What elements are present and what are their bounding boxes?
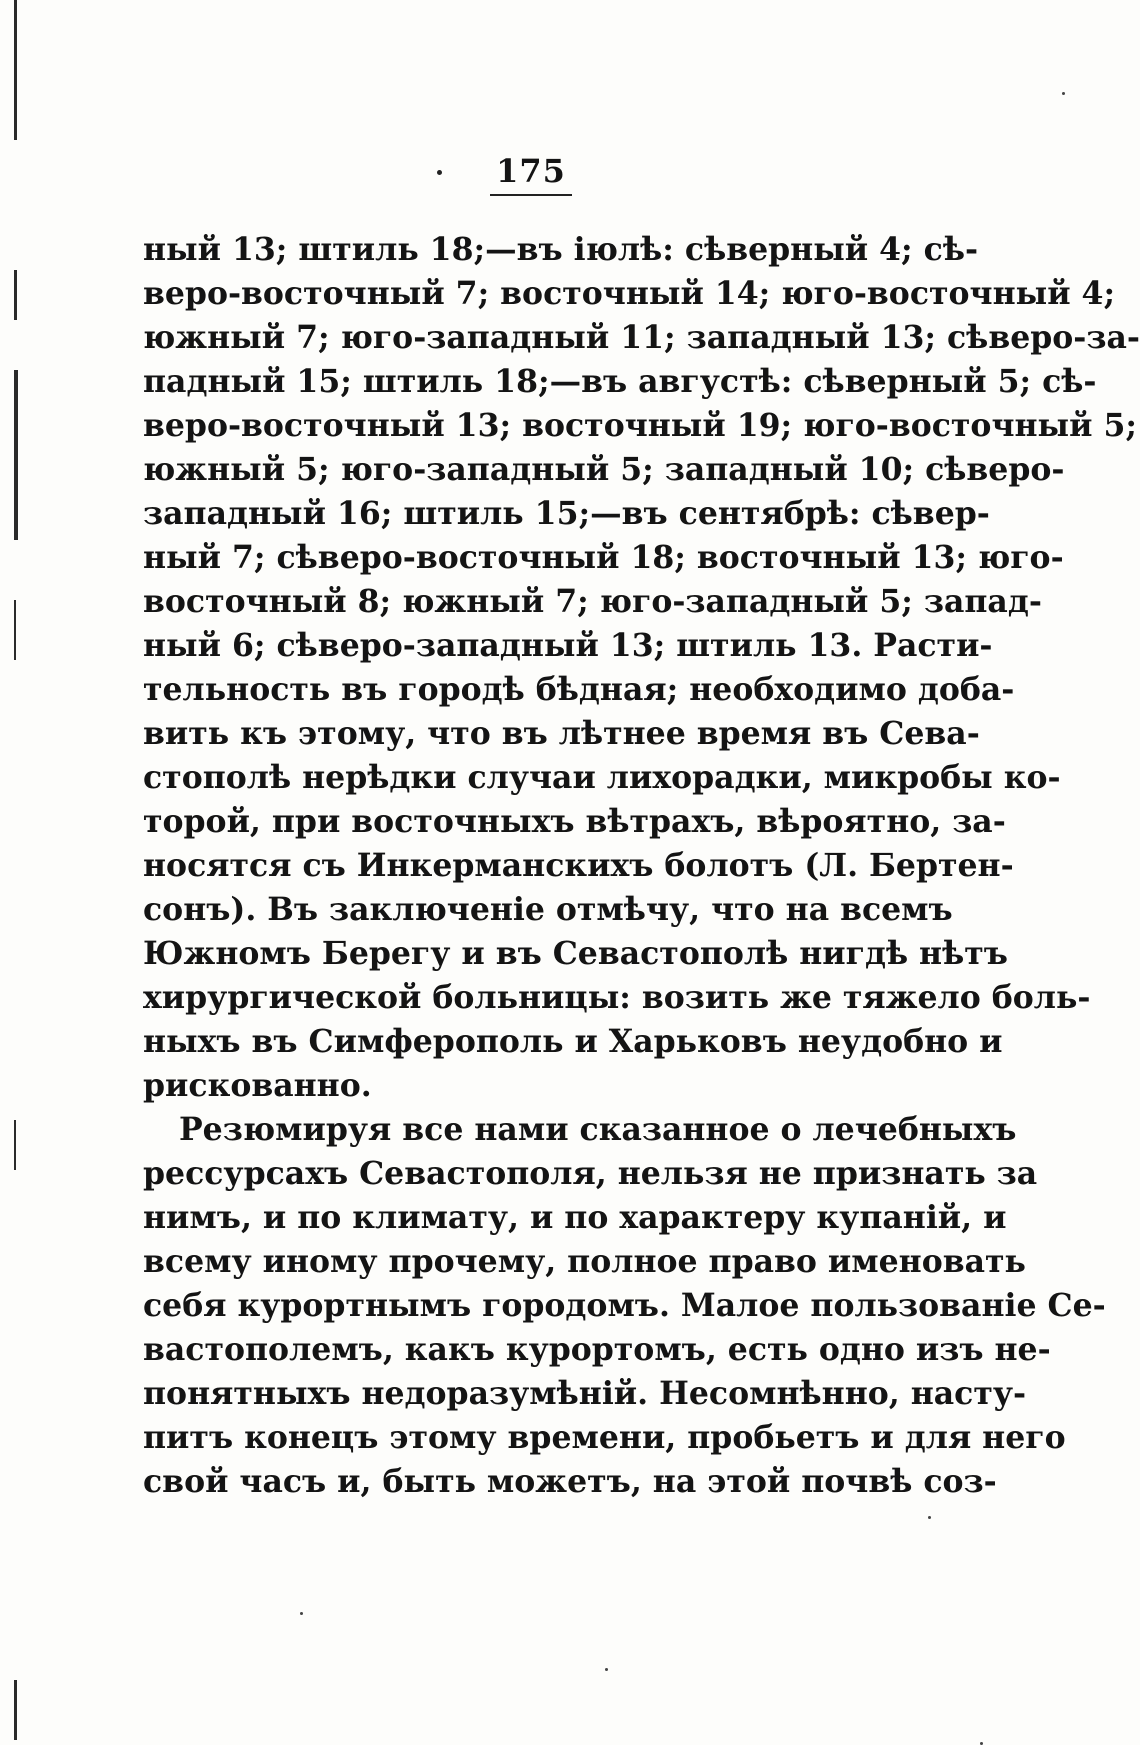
text-line: питъ конецъ этому времени, пробьетъ и для него [143,1419,1066,1456]
scan-edge-mark [14,1680,17,1740]
text-line: нимъ, и по климату, и по характеру купаній, и [143,1199,1007,1236]
text-line: свой часъ и, быть можетъ, на этой почвѣ соз- [143,1463,997,1500]
text-line: хирургической больницы: возить же тяжело боль- [143,979,1091,1016]
paragraph-1 [143,228,1140,1108]
text-line: Южномъ Берегу и въ Севастополѣ нигдѣ нѣтъ [143,935,1008,972]
text-line: стополѣ нерѣдки случаи лихорадки, микробы ко- [143,759,1061,796]
scan-speck [1062,92,1065,95]
text-line: рискованно. [143,1067,372,1104]
text-line: понятныхъ недоразумѣній. Несомнѣнно, насту- [143,1375,1027,1412]
text-line: ный 6; сѣверо-западный 13; штиль 13. Расти- [143,627,993,664]
scan-speck [300,1612,303,1615]
scan-edge-mark [14,270,17,320]
text-line: сонъ). Въ заключеніе отмѣчу, что на всемъ [143,891,953,928]
text-line: ныхъ въ Симферополь и Харьковъ неудобно и [143,1023,1003,1060]
scan-speck [928,1516,931,1519]
scan-edge-mark [14,1120,16,1170]
scan-edge-mark [14,0,17,140]
text-line: вить къ этому, что въ лѣтнее время въ Сева- [143,715,980,752]
text-line: ный 13; штиль 18;—въ іюлѣ: сѣверный 4; сѣ- [143,231,979,268]
text-line: вастополемъ, какъ курортомъ, есть одно изъ не- [143,1331,1051,1368]
body-text [143,228,1140,1504]
text-line: веро-восточный 7; восточный 14; юго-восточный 4; [143,275,1116,312]
paragraph-2 [143,1108,1106,1504]
text-line: тельность въ городѣ бѣдная; необходимо доба- [143,671,1015,708]
text-line: веро-восточный 13; восточный 19; юго-восточный 5; [143,407,1138,444]
scan-edge-mark [14,600,16,660]
page-number: 175 [490,152,572,196]
text-line: падный 15; штиль 18;—въ августѣ: сѣверный 5; сѣ- [143,363,1097,400]
text-line: ный 7; сѣверо-восточный 18; восточный 13; юго- [143,539,1064,576]
page-number-dot [437,170,442,175]
text-line: себя курортнымъ городомъ. Малое пользованіе Се- [143,1287,1106,1324]
text-line: южный 7; юго-западный 11; западный 13; сѣверо-за- [143,319,1140,356]
text-line: торой, при восточныхъ вѣтрахъ, вѣроятно, за- [143,803,1006,840]
text-line: носятся съ Инкерманскихъ болотъ (Л. Бертен- [143,847,1014,884]
text-line: восточный 8; южный 7; юго-западный 5; запад- [143,583,1042,620]
scan-speck [605,1668,608,1671]
text-line: западный 16; штиль 15;—въ сентябрѣ: сѣвер- [143,495,990,532]
text-line: Резюмируя все нами сказанное о лечебныхъ [179,1111,1017,1148]
text-line: южный 5; юго-западный 5; западный 10; сѣверо- [143,451,1065,488]
text-line: рессурсахъ Севастополя, нельзя не признать за [143,1155,1038,1192]
scan-edge-mark [14,370,18,540]
text-line: всему иному прочему, полное право именовать [143,1243,1026,1280]
